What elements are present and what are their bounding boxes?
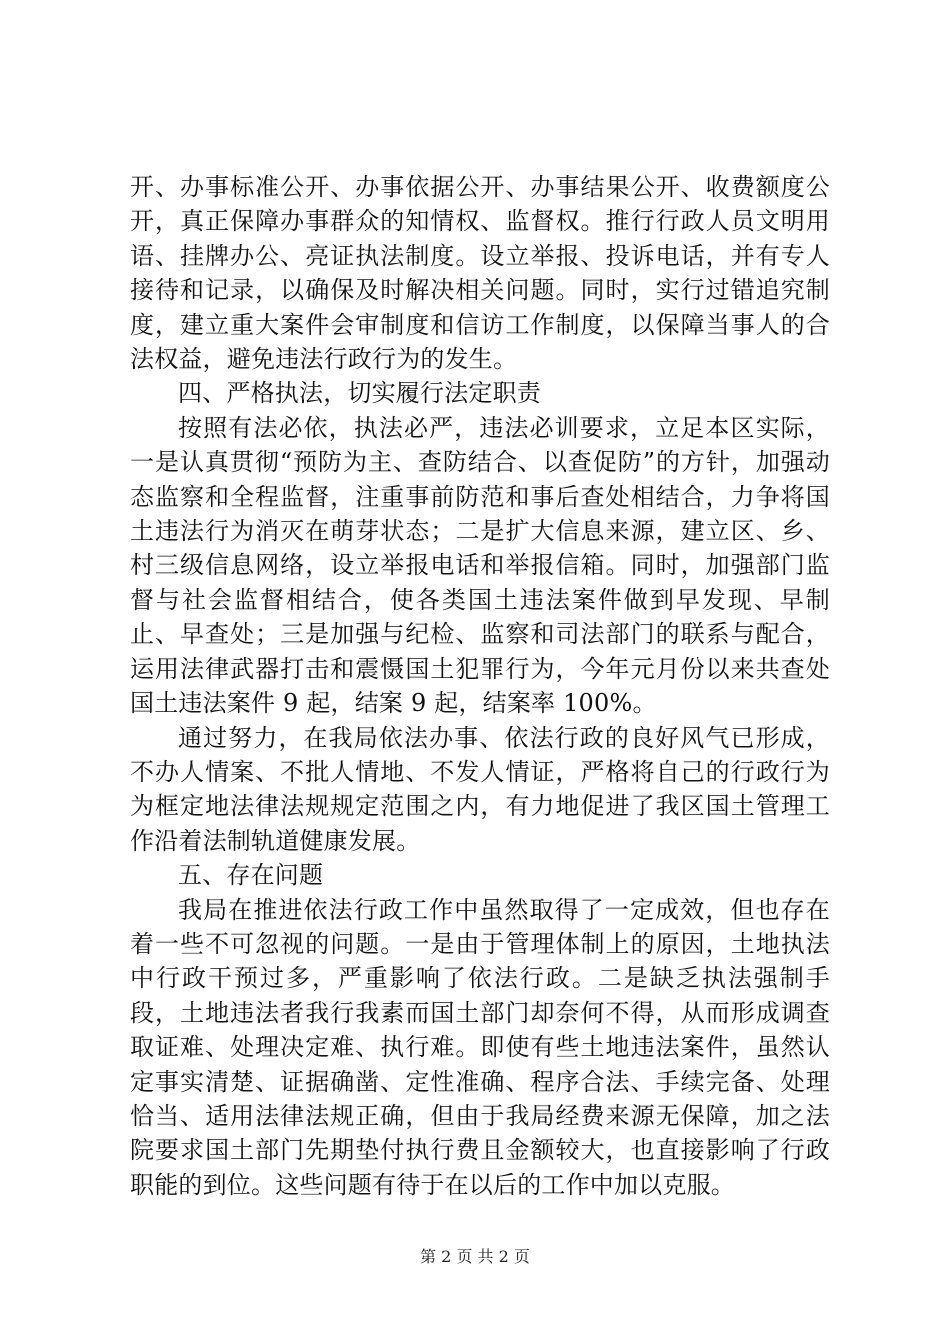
paragraph-enforcement: 按照有法必依，执法必严，违法必训要求，立足本区实际，一是认真贯彻“预防为主、查防结合、以查促防”的方针，加强动态监察和全程监督，注重事前防范和事后查处相结合，力争将国土违法行为消灭在萌芽状态；二是扩大信息来源，建立区、乡、村三级信息网络，设立举报电话和举报信箱。同时，加强部门监督与社会监督相结合，使各类国土违法案件做到早发现、早制止、早查处；三是加强与纪检、监察和司法部门的联系与配合，运用法律武器打击和震慑国土犯罪行为，今年元月份以来共查处国土违法案件 9 起，结案 9 起，结案率 100%。 [130,413,830,718]
page-footer: 第 2 页 共 2 页 [420,1247,530,1266]
paragraph-problems: 我局在推进依法行政工作中虽然取得了一定成效，但也存在着一些不可忽视的问题。一是由于管理体制上的原因，土地执法中行政干预过多，严重影响了依法行政。二是缺乏执法强制手段，土地违法者我行我素而国土部门却奈何不得，从而形成调查取证难、处理决定难、执行难。即使有些土地违法案件，虽然认定事实清楚、证据确凿、定性准确、程序合法、手续完备、处理恰当、适用法律法规正确，但由于我局经费来源无保障，加之法院要求国土部门先期垫付执行费且金额较大，也直接影响了行政职能的到位。这些问题有待于在以后的工作中加以克服。 [130,895,830,1199]
paragraph-results: 通过努力，在我局依法办事、依法行政的良好风气已形成，不办人情案、不批人情地、不发人情证，严格将自己的行政行为为框定地法律法规规定范围之内，有力地促进了我区国土管理工作沿着法制轨道健康发展。 [130,723,830,855]
section-heading-four: 四、严格执法，切实履行法定职责 [178,379,541,408]
section-heading-five: 五、存在问题 [178,861,324,890]
document-body [130,170,830,1202]
paragraph-continuation: 开、办事标准公开、办事依据公开、办事结果公开、收费额度公开，真正保障办事群众的知情权、监督权。推行行政人员文明用语、挂牌办公、亮证执法制度。设立举报、投诉电话，并有专人接待和记录，以确保及时解决相关问题。同时，实行过错追究制度，建立重大案件会审制度和信访工作制度，以保障当事人的合法权益，避免违法行政行为的发生。 [130,173,830,374]
